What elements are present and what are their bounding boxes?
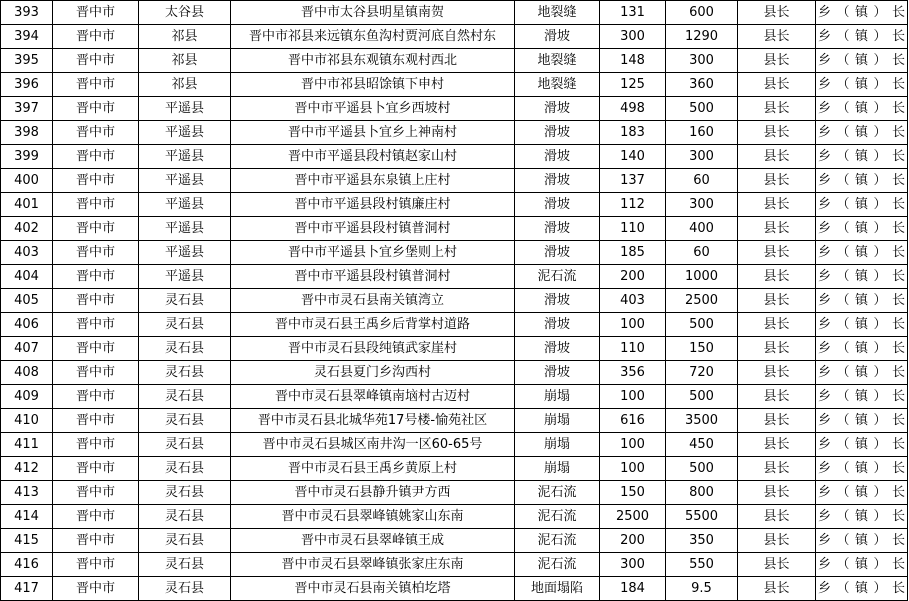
cell-chief-responsible: 县长: [738, 25, 816, 49]
table-row: [1, 289, 908, 313]
cell-chief-responsible: 县长: [738, 577, 816, 601]
cell-chief-responsible: 县长: [738, 409, 816, 433]
cell-chief-responsible: 县长: [738, 121, 816, 145]
cell-people-at-risk: 148: [600, 49, 666, 73]
cell-county: 灵石县: [139, 385, 231, 409]
cell-town-responsible: 乡（镇）长: [816, 1, 908, 25]
table-row: [1, 49, 908, 73]
cell-hazard-type: 滑坡: [515, 121, 600, 145]
cell-chief-responsible: 县长: [738, 313, 816, 337]
cell-site-name: 晋中市灵石县南关镇柏圪塔: [231, 577, 515, 601]
cell-site-name: 晋中市灵石县王禹乡黄原上村: [231, 457, 515, 481]
cell-county: 平遥县: [139, 265, 231, 289]
cell-chief-responsible: 县长: [738, 73, 816, 97]
cell-index: 395: [1, 49, 53, 73]
cell-hazard-type: 地裂缝: [515, 49, 600, 73]
cell-town-responsible: 乡（镇）长: [816, 169, 908, 193]
cell-assets-at-risk: 450: [666, 433, 738, 457]
table-row: [1, 409, 908, 433]
cell-index: 403: [1, 241, 53, 265]
cell-hazard-type: 泥石流: [515, 265, 600, 289]
cell-people-at-risk: 184: [600, 577, 666, 601]
cell-county: 祁县: [139, 73, 231, 97]
cell-assets-at-risk: 500: [666, 313, 738, 337]
cell-hazard-type: 滑坡: [515, 145, 600, 169]
cell-site-name: 灵石县夏门乡沟西村: [231, 361, 515, 385]
table-row: [1, 145, 908, 169]
cell-assets-at-risk: 360: [666, 73, 738, 97]
cell-hazard-type: 滑坡: [515, 217, 600, 241]
table-row: [1, 481, 908, 505]
table-row: [1, 73, 908, 97]
cell-hazard-type: 泥石流: [515, 553, 600, 577]
cell-site-name: 晋中市灵石县翠峰镇王成: [231, 529, 515, 553]
cell-chief-responsible: 县长: [738, 193, 816, 217]
cell-chief-responsible: 县长: [738, 289, 816, 313]
table-row: [1, 97, 908, 121]
table-row: [1, 313, 908, 337]
cell-index: 397: [1, 97, 53, 121]
table-row: [1, 217, 908, 241]
cell-city: 晋中市: [53, 1, 139, 25]
cell-county: 平遥县: [139, 169, 231, 193]
cell-site-name: 晋中市灵石县翠峰镇姚家山东南: [231, 505, 515, 529]
cell-hazard-type: 滑坡: [515, 289, 600, 313]
cell-assets-at-risk: 150: [666, 337, 738, 361]
cell-site-name: 晋中市灵石县王禹乡后背掌村道路: [231, 313, 515, 337]
cell-people-at-risk: 498: [600, 97, 666, 121]
cell-chief-responsible: 县长: [738, 361, 816, 385]
cell-people-at-risk: 200: [600, 529, 666, 553]
cell-chief-responsible: 县长: [738, 265, 816, 289]
cell-chief-responsible: 县长: [738, 505, 816, 529]
cell-assets-at-risk: 60: [666, 241, 738, 265]
cell-assets-at-risk: 720: [666, 361, 738, 385]
cell-chief-responsible: 县长: [738, 481, 816, 505]
cell-site-name: 晋中市灵石县翠峰镇张家庄东南: [231, 553, 515, 577]
cell-assets-at-risk: 400: [666, 217, 738, 241]
cell-index: 405: [1, 289, 53, 313]
cell-hazard-type: 崩塌: [515, 409, 600, 433]
cell-site-name: 晋中市平遥县卜宜乡堡则上村: [231, 241, 515, 265]
cell-site-name: 晋中市平遥县卜宜乡上神南村: [231, 121, 515, 145]
cell-city: 晋中市: [53, 121, 139, 145]
cell-town-responsible: 乡（镇）长: [816, 577, 908, 601]
cell-city: 晋中市: [53, 145, 139, 169]
cell-people-at-risk: 112: [600, 193, 666, 217]
cell-county: 灵石县: [139, 409, 231, 433]
cell-index: 415: [1, 529, 53, 553]
cell-people-at-risk: 100: [600, 385, 666, 409]
cell-town-responsible: 乡（镇）长: [816, 457, 908, 481]
cell-town-responsible: 乡（镇）长: [816, 505, 908, 529]
cell-assets-at-risk: 9.5: [666, 577, 738, 601]
cell-index: 410: [1, 409, 53, 433]
cell-index: 414: [1, 505, 53, 529]
cell-site-name: 晋中市祁县东观镇东观村西北: [231, 49, 515, 73]
cell-city: 晋中市: [53, 577, 139, 601]
cell-assets-at-risk: 350: [666, 529, 738, 553]
cell-assets-at-risk: 600: [666, 1, 738, 25]
cell-county: 平遥县: [139, 97, 231, 121]
cell-index: 416: [1, 553, 53, 577]
table-row: [1, 25, 908, 49]
table-body: [1, 1, 908, 601]
cell-chief-responsible: 县长: [738, 457, 816, 481]
cell-index: 409: [1, 385, 53, 409]
cell-hazard-type: 滑坡: [515, 25, 600, 49]
cell-town-responsible: 乡（镇）长: [816, 361, 908, 385]
table-row: [1, 265, 908, 289]
table-row: [1, 169, 908, 193]
cell-people-at-risk: 137: [600, 169, 666, 193]
cell-county: 太谷县: [139, 1, 231, 25]
cell-county: 灵石县: [139, 505, 231, 529]
cell-site-name: 晋中市灵石县翠峰镇南垴村古迈村: [231, 385, 515, 409]
cell-chief-responsible: 县长: [738, 49, 816, 73]
cell-site-name: 晋中市平遥县段村镇普洞村: [231, 217, 515, 241]
table-row: [1, 241, 908, 265]
cell-hazard-type: 滑坡: [515, 337, 600, 361]
cell-hazard-type: 滑坡: [515, 193, 600, 217]
cell-index: 396: [1, 73, 53, 97]
cell-hazard-type: 崩塌: [515, 385, 600, 409]
cell-index: 400: [1, 169, 53, 193]
cell-hazard-type: 地面塌陷: [515, 577, 600, 601]
cell-index: 417: [1, 577, 53, 601]
table-row: [1, 193, 908, 217]
cell-city: 晋中市: [53, 433, 139, 457]
cell-town-responsible: 乡（镇）长: [816, 73, 908, 97]
cell-chief-responsible: 县长: [738, 337, 816, 361]
cell-index: 407: [1, 337, 53, 361]
cell-city: 晋中市: [53, 49, 139, 73]
cell-town-responsible: 乡（镇）长: [816, 385, 908, 409]
cell-city: 晋中市: [53, 457, 139, 481]
cell-city: 晋中市: [53, 481, 139, 505]
cell-people-at-risk: 2500: [600, 505, 666, 529]
cell-people-at-risk: 100: [600, 433, 666, 457]
table-row: [1, 457, 908, 481]
cell-people-at-risk: 110: [600, 217, 666, 241]
cell-hazard-type: 滑坡: [515, 169, 600, 193]
cell-index: 398: [1, 121, 53, 145]
cell-town-responsible: 乡（镇）长: [816, 313, 908, 337]
cell-town-responsible: 乡（镇）长: [816, 337, 908, 361]
cell-index: 406: [1, 313, 53, 337]
cell-hazard-type: 地裂缝: [515, 1, 600, 25]
cell-assets-at-risk: 1290: [666, 25, 738, 49]
cell-index: 401: [1, 193, 53, 217]
cell-chief-responsible: 县长: [738, 1, 816, 25]
cell-hazard-type: 滑坡: [515, 241, 600, 265]
cell-assets-at-risk: 60: [666, 169, 738, 193]
cell-county: 祁县: [139, 25, 231, 49]
cell-city: 晋中市: [53, 361, 139, 385]
cell-assets-at-risk: 550: [666, 553, 738, 577]
cell-assets-at-risk: 5500: [666, 505, 738, 529]
cell-hazard-type: 泥石流: [515, 529, 600, 553]
cell-county: 灵石县: [139, 553, 231, 577]
cell-town-responsible: 乡（镇）长: [816, 25, 908, 49]
cell-people-at-risk: 300: [600, 553, 666, 577]
cell-city: 晋中市: [53, 169, 139, 193]
cell-people-at-risk: 356: [600, 361, 666, 385]
cell-index: 402: [1, 217, 53, 241]
cell-county: 灵石县: [139, 361, 231, 385]
cell-city: 晋中市: [53, 553, 139, 577]
cell-town-responsible: 乡（镇）长: [816, 217, 908, 241]
cell-town-responsible: 乡（镇）长: [816, 121, 908, 145]
cell-assets-at-risk: 300: [666, 193, 738, 217]
cell-assets-at-risk: 800: [666, 481, 738, 505]
table-row: [1, 577, 908, 601]
cell-people-at-risk: 616: [600, 409, 666, 433]
cell-county: 灵石县: [139, 337, 231, 361]
cell-county: 灵石县: [139, 529, 231, 553]
cell-people-at-risk: 125: [600, 73, 666, 97]
cell-people-at-risk: 403: [600, 289, 666, 313]
table-row: [1, 433, 908, 457]
cell-town-responsible: 乡（镇）长: [816, 409, 908, 433]
cell-town-responsible: 乡（镇）长: [816, 265, 908, 289]
cell-city: 晋中市: [53, 193, 139, 217]
cell-city: 晋中市: [53, 97, 139, 121]
cell-chief-responsible: 县长: [738, 433, 816, 457]
cell-index: 394: [1, 25, 53, 49]
cell-town-responsible: 乡（镇）长: [816, 289, 908, 313]
cell-chief-responsible: 县长: [738, 385, 816, 409]
cell-city: 晋中市: [53, 289, 139, 313]
cell-assets-at-risk: 1000: [666, 265, 738, 289]
table-row: [1, 1, 908, 25]
cell-county: 灵石县: [139, 289, 231, 313]
cell-index: 413: [1, 481, 53, 505]
cell-people-at-risk: 300: [600, 25, 666, 49]
table-row: [1, 385, 908, 409]
cell-city: 晋中市: [53, 265, 139, 289]
cell-hazard-type: 滑坡: [515, 361, 600, 385]
cell-people-at-risk: 100: [600, 457, 666, 481]
cell-people-at-risk: 185: [600, 241, 666, 265]
cell-index: 408: [1, 361, 53, 385]
cell-index: 393: [1, 1, 53, 25]
cell-city: 晋中市: [53, 337, 139, 361]
cell-county: 灵石县: [139, 313, 231, 337]
cell-assets-at-risk: 500: [666, 457, 738, 481]
table-row: [1, 505, 908, 529]
cell-chief-responsible: 县长: [738, 169, 816, 193]
cell-county: 平遥县: [139, 217, 231, 241]
cell-hazard-type: 地裂缝: [515, 73, 600, 97]
cell-site-name: 晋中市灵石县北城华苑17号楼-愉苑社区: [231, 409, 515, 433]
cell-site-name: 晋中市祁县来远镇东鱼沟村贾河底自然村东: [231, 25, 515, 49]
cell-chief-responsible: 县长: [738, 529, 816, 553]
cell-chief-responsible: 县长: [738, 97, 816, 121]
cell-people-at-risk: 110: [600, 337, 666, 361]
cell-site-name: 晋中市平遥县东泉镇上庄村: [231, 169, 515, 193]
cell-town-responsible: 乡（镇）长: [816, 97, 908, 121]
cell-city: 晋中市: [53, 217, 139, 241]
cell-city: 晋中市: [53, 385, 139, 409]
cell-index: 399: [1, 145, 53, 169]
cell-assets-at-risk: 300: [666, 49, 738, 73]
cell-assets-at-risk: 500: [666, 97, 738, 121]
cell-hazard-type: 崩塌: [515, 457, 600, 481]
cell-hazard-type: 滑坡: [515, 97, 600, 121]
cell-index: 404: [1, 265, 53, 289]
cell-site-name: 晋中市祁县昭馀镇下申村: [231, 73, 515, 97]
cell-city: 晋中市: [53, 313, 139, 337]
table-row: [1, 337, 908, 361]
cell-town-responsible: 乡（镇）长: [816, 49, 908, 73]
cell-index: 412: [1, 457, 53, 481]
cell-city: 晋中市: [53, 25, 139, 49]
cell-hazard-type: 泥石流: [515, 481, 600, 505]
cell-site-name: 晋中市灵石县静升镇尹方西: [231, 481, 515, 505]
table-row: [1, 361, 908, 385]
cell-town-responsible: 乡（镇）长: [816, 193, 908, 217]
cell-town-responsible: 乡（镇）长: [816, 433, 908, 457]
cell-hazard-type: 泥石流: [515, 505, 600, 529]
cell-chief-responsible: 县长: [738, 217, 816, 241]
cell-site-name: 晋中市灵石县南关镇湾立: [231, 289, 515, 313]
cell-city: 晋中市: [53, 409, 139, 433]
cell-county: 平遥县: [139, 145, 231, 169]
cell-site-name: 晋中市平遥县段村镇赵家山村: [231, 145, 515, 169]
cell-town-responsible: 乡（镇）长: [816, 529, 908, 553]
cell-town-responsible: 乡（镇）长: [816, 481, 908, 505]
cell-city: 晋中市: [53, 241, 139, 265]
cell-people-at-risk: 200: [600, 265, 666, 289]
cell-site-name: 晋中市平遥县段村镇廉庄村: [231, 193, 515, 217]
cell-town-responsible: 乡（镇）长: [816, 553, 908, 577]
cell-index: 411: [1, 433, 53, 457]
cell-county: 平遥县: [139, 193, 231, 217]
cell-people-at-risk: 183: [600, 121, 666, 145]
cell-chief-responsible: 县长: [738, 553, 816, 577]
cell-people-at-risk: 131: [600, 1, 666, 25]
cell-county: 祁县: [139, 49, 231, 73]
cell-people-at-risk: 150: [600, 481, 666, 505]
table-row: [1, 529, 908, 553]
cell-site-name: 晋中市灵石县段纯镇武家崖村: [231, 337, 515, 361]
cell-assets-at-risk: 3500: [666, 409, 738, 433]
cell-county: 灵石县: [139, 481, 231, 505]
cell-town-responsible: 乡（镇）长: [816, 241, 908, 265]
cell-county: 平遥县: [139, 121, 231, 145]
cell-site-name: 晋中市平遥县卜宜乡西坡村: [231, 97, 515, 121]
cell-town-responsible: 乡（镇）长: [816, 145, 908, 169]
cell-site-name: 晋中市平遥县段村镇普洞村: [231, 265, 515, 289]
cell-people-at-risk: 140: [600, 145, 666, 169]
cell-county: 平遥县: [139, 241, 231, 265]
cell-city: 晋中市: [53, 505, 139, 529]
cell-hazard-type: 滑坡: [515, 313, 600, 337]
cell-hazard-type: 崩塌: [515, 433, 600, 457]
cell-county: 灵石县: [139, 433, 231, 457]
cell-city: 晋中市: [53, 73, 139, 97]
table-row: [1, 121, 908, 145]
table-row: [1, 553, 908, 577]
cell-assets-at-risk: 300: [666, 145, 738, 169]
cell-chief-responsible: 县长: [738, 145, 816, 169]
cell-chief-responsible: 县长: [738, 241, 816, 265]
cell-assets-at-risk: 500: [666, 385, 738, 409]
cell-county: 灵石县: [139, 457, 231, 481]
cell-city: 晋中市: [53, 529, 139, 553]
cell-site-name: 晋中市太谷县明星镇南贺: [231, 1, 515, 25]
cell-site-name: 晋中市灵石县城区南井沟一区60-65号: [231, 433, 515, 457]
cell-assets-at-risk: 160: [666, 121, 738, 145]
cell-people-at-risk: 100: [600, 313, 666, 337]
cell-county: 灵石县: [139, 577, 231, 601]
cell-assets-at-risk: 2500: [666, 289, 738, 313]
